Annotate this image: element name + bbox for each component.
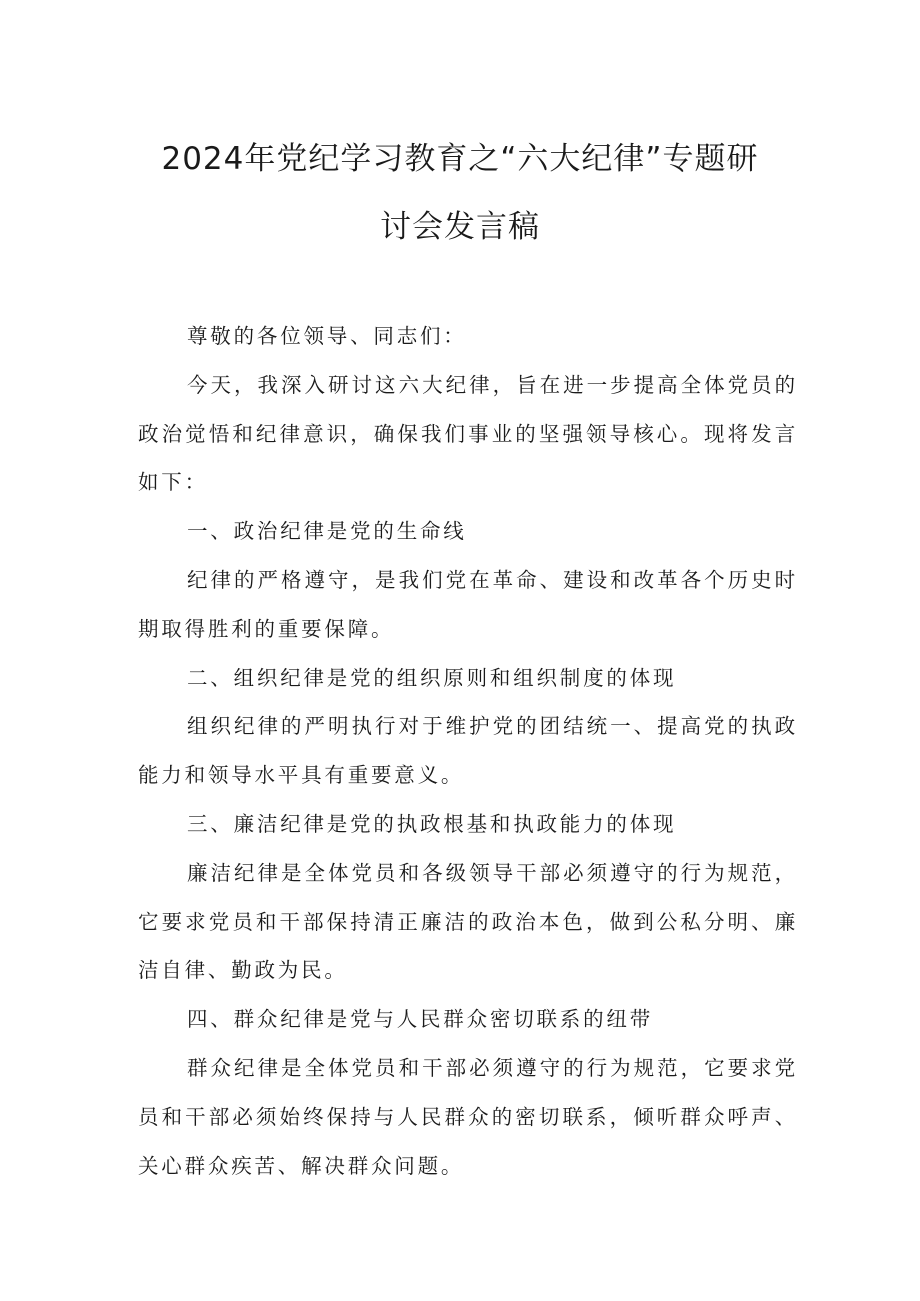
section-paragraph-1: 纪律的严格遵守，是我们党在革命、建设和改革各个历史时期取得胜利的重要保障。 (138, 567, 798, 641)
intro-paragraph: 今天，我深入研讨这六大纪律，旨在进一步提高全体党员的政治觉悟和纪律意识，确保我们事业的坚强领导核心。现将发言如下： (138, 372, 798, 495)
section-paragraph-2: 组织纪律的严明执行对于维护党的团结统一、提高党的执政能力和领导水平具有重要意义。 (138, 714, 798, 788)
document-title-line-2: 讨会发言稿 (380, 209, 540, 245)
section-heading-4: 四、群众纪律是党与人民群众密切联系的纽带 (187, 1007, 653, 1032)
section-heading-3: 三、廉洁纪律是党的执政根基和执政能力的体现 (187, 811, 677, 836)
salutation: 尊敬的各位领导、同志们： (187, 324, 467, 348)
section-paragraph-3: 廉洁纪律是全体党员和各级领导干部必须遵守的行为规范，它要求党员和干部保持清正廉洁的政治本色，做到公私分明、廉洁自律、勤政为民。 (138, 860, 798, 983)
document-body (138, 312, 798, 1190)
section-paragraph-4: 群众纪律是全体党员和干部必须遵守的行为规范，它要求党员和干部必须始终保持与人民群众的密切联系，倾听群众呼声、关心群众疾苦、解决群众问题。 (138, 1055, 798, 1178)
document-title-line-1: 2024年党纪学习教育之“六大纪律”专题研 (161, 141, 759, 177)
section-heading-1: 一、政治纪律是党的生命线 (187, 519, 467, 544)
section-heading-2: 二、组织纪律是党的组织原则和组织制度的体现 (187, 665, 677, 690)
